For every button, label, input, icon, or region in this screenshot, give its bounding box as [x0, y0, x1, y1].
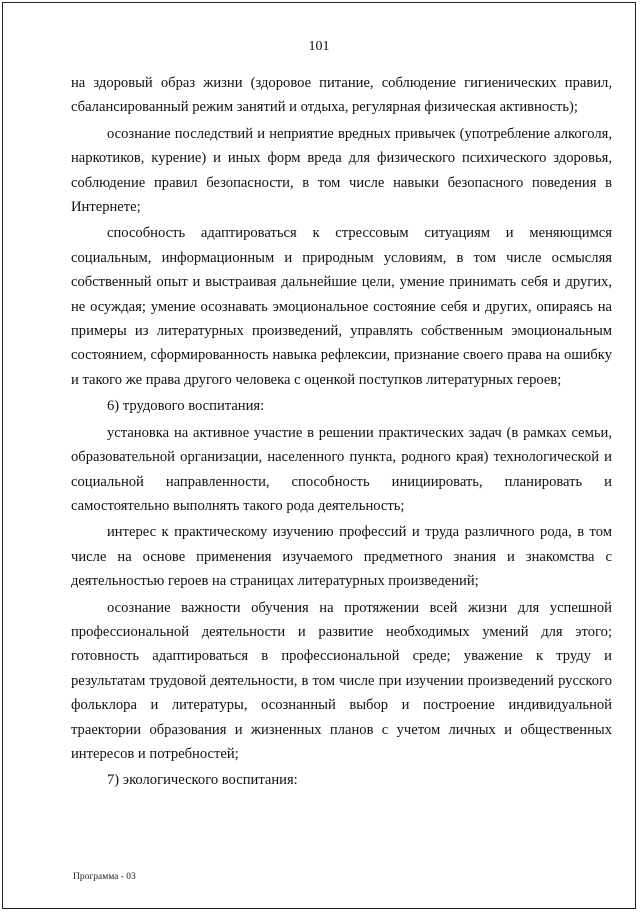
paragraph-healthy-lifestyle: на здоровый образ жизни (здоровое питание, соблюдение гигиенических правил, сбалансированный режим занятий и отдыха, регулярная физическая активность); [71, 75, 612, 116]
document-page [2, 2, 636, 909]
page-footer: Программа - 03 [73, 872, 136, 882]
body-text [71, 71, 612, 793]
paragraph-practical-tasks: установка на активное участие в решении практических задач (в рамках семьи, образовательной организации, населенного пункта, родного края) технологической и социальной направленности, способность инициировать, планировать и самостоятельно выполнять такого рода деятельность; [71, 424, 612, 514]
section-heading-labor-education: 6) трудового воспитания: [107, 398, 265, 415]
section-heading-ecological-education: 7) экологического воспитания: [107, 772, 298, 789]
paragraph-professions-interest: интерес к практическому изучению профессий и труда различного рода, в том числе на основе применения изучаемого предметного знания и знакомства с деятельностью героев на страницах литературных произведений; [71, 524, 612, 590]
paragraph-bad-habits: осознание последствий и неприятие вредных привычек (употребление алкоголя, наркотиков, курение) и иных форм вреда для физического психического здоровья, соблюдение правил безопасности, в том числе навыки безопасного поведения в Интернете; [71, 125, 612, 216]
page-number: 101 [308, 39, 330, 54]
paragraph-lifelong-learning: осознание важности обучения на протяжении всей жизни для успешной профессиональной деятельности и развитие необходимых умений для этого; готовность адаптироваться в профессиональной среде; уважение к труду и результатам трудовой деятельности, в том числе при изучении произведений русского фольклора и литературы, осознанный выбор и построение индивидуальной траектории образования и жизненных планов с учетом личных и общественных интересов и потребностей; [71, 599, 612, 762]
paragraph-stress-adaptation: способность адаптироваться к стрессовым ситуациям и меняющимся социальным, информационным и природным условиям, в том числе осмысляя собственный опыт и выстраивая дальнейшие цели, умение принимать себя и других, не осуждая; умение осознавать эмоциональное состояние себя и других, опираясь на примеры из литературных произведений, управлять собственным эмоциональным состоянием, сформированность навыка рефлексии, признание своего права на ошибку и такого же права другого человека с оценкой поступков литературных героев; [71, 225, 612, 388]
